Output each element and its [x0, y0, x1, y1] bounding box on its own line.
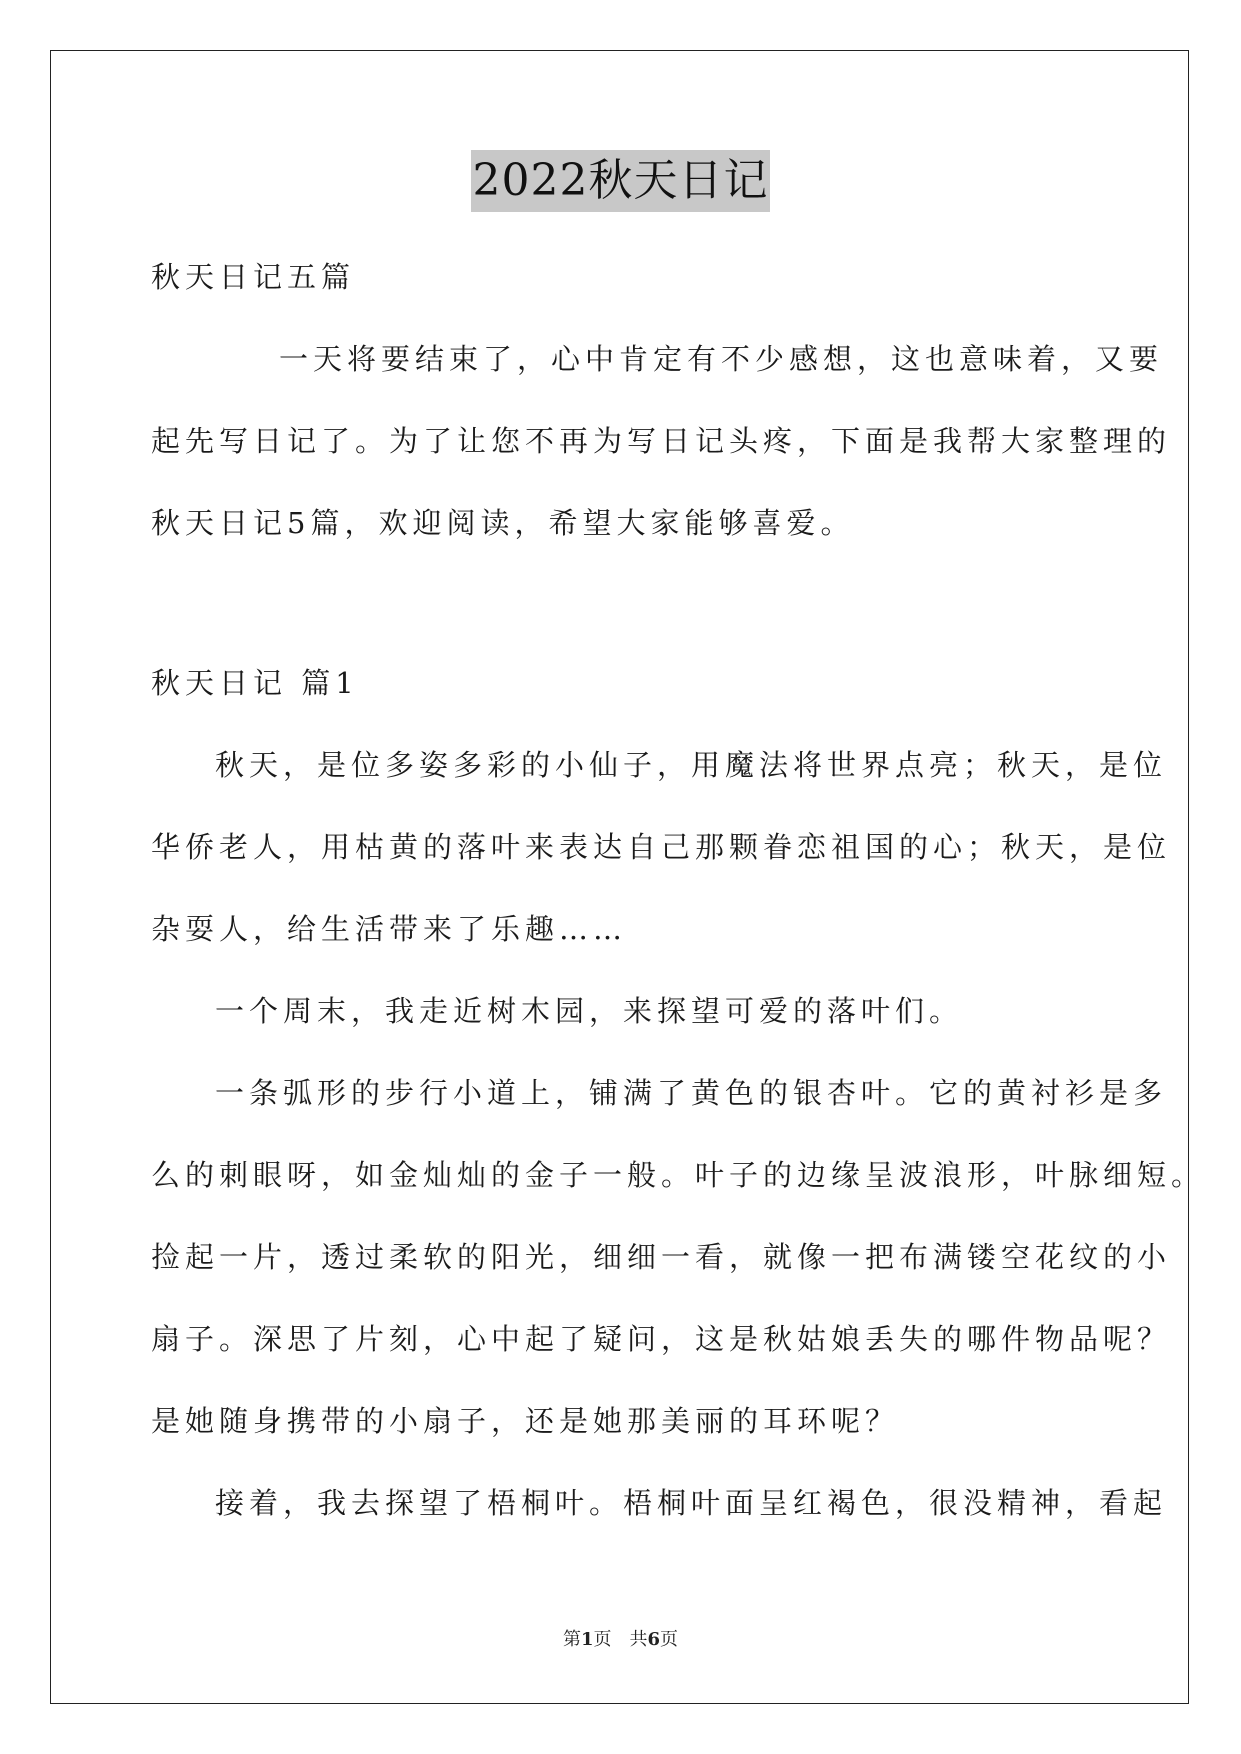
paragraph-line: 接着，我去探望了梧桐叶。梧桐叶面呈红褐色，很没精神，看起: [215, 1486, 1168, 1520]
intro-line: 秋天日记5篇，欢迎阅读，希望大家能够喜爱。: [151, 506, 855, 540]
document-title: 2022秋天日记: [471, 150, 771, 212]
paragraph-line: 华侨老人，用枯黄的落叶来表达自己那颗眷恋祖国的心；秋天，是位: [151, 830, 1172, 864]
section-spacer: [151, 564, 1091, 642]
paragraph-line: 一个周末，我走近树木园，来探望可爱的落叶们。: [215, 994, 964, 1028]
intro-line: 一天将要结束了，心中肯定有不少感想，这也意味着，又要: [279, 342, 1164, 376]
title-container: [0, 150, 1241, 212]
subtitle: 秋天日记五篇: [151, 260, 356, 294]
paragraph-line: 么的刺眼呀，如金灿灿的金子一般。叶子的边缘呈波浪形，叶脉细短。: [151, 1158, 1206, 1192]
current-page-number: 1: [580, 1629, 594, 1650]
footer-mid: 页 共: [593, 1629, 648, 1650]
paragraph-line: 是她随身携带的小扇子，还是她那美丽的耳环呢？: [151, 1404, 900, 1438]
footer-suffix: 页: [660, 1629, 679, 1650]
section-heading: 秋天日记 篇1: [151, 666, 359, 700]
paragraph-line: 扇子。深思了片刻，心中起了疑问，这是秋姑娘丢失的哪件物品呢？: [151, 1322, 1172, 1356]
page-footer: [0, 1625, 1241, 1651]
paragraph-line: 捡起一片，透过柔软的阳光，细细一看，就像一把布满镂空花纹的小: [151, 1240, 1172, 1274]
paragraph-line: 一条弧形的步行小道上，铺满了黄色的银杏叶。它的黄衬衫是多: [215, 1076, 1168, 1110]
paragraph-line: 秋天，是位多姿多彩的小仙子，用魔法将世界点亮；秋天，是位: [215, 748, 1168, 782]
paragraph-line: 杂耍人，给生活带来了乐趣……: [151, 912, 628, 946]
total-page-count: 6: [647, 1629, 661, 1650]
footer-prefix: 第: [562, 1629, 581, 1650]
document-body: [151, 236, 1206, 1544]
intro-line: 起先写日记了。为了让您不再为写日记头疼，下面是我帮大家整理的: [151, 424, 1172, 458]
